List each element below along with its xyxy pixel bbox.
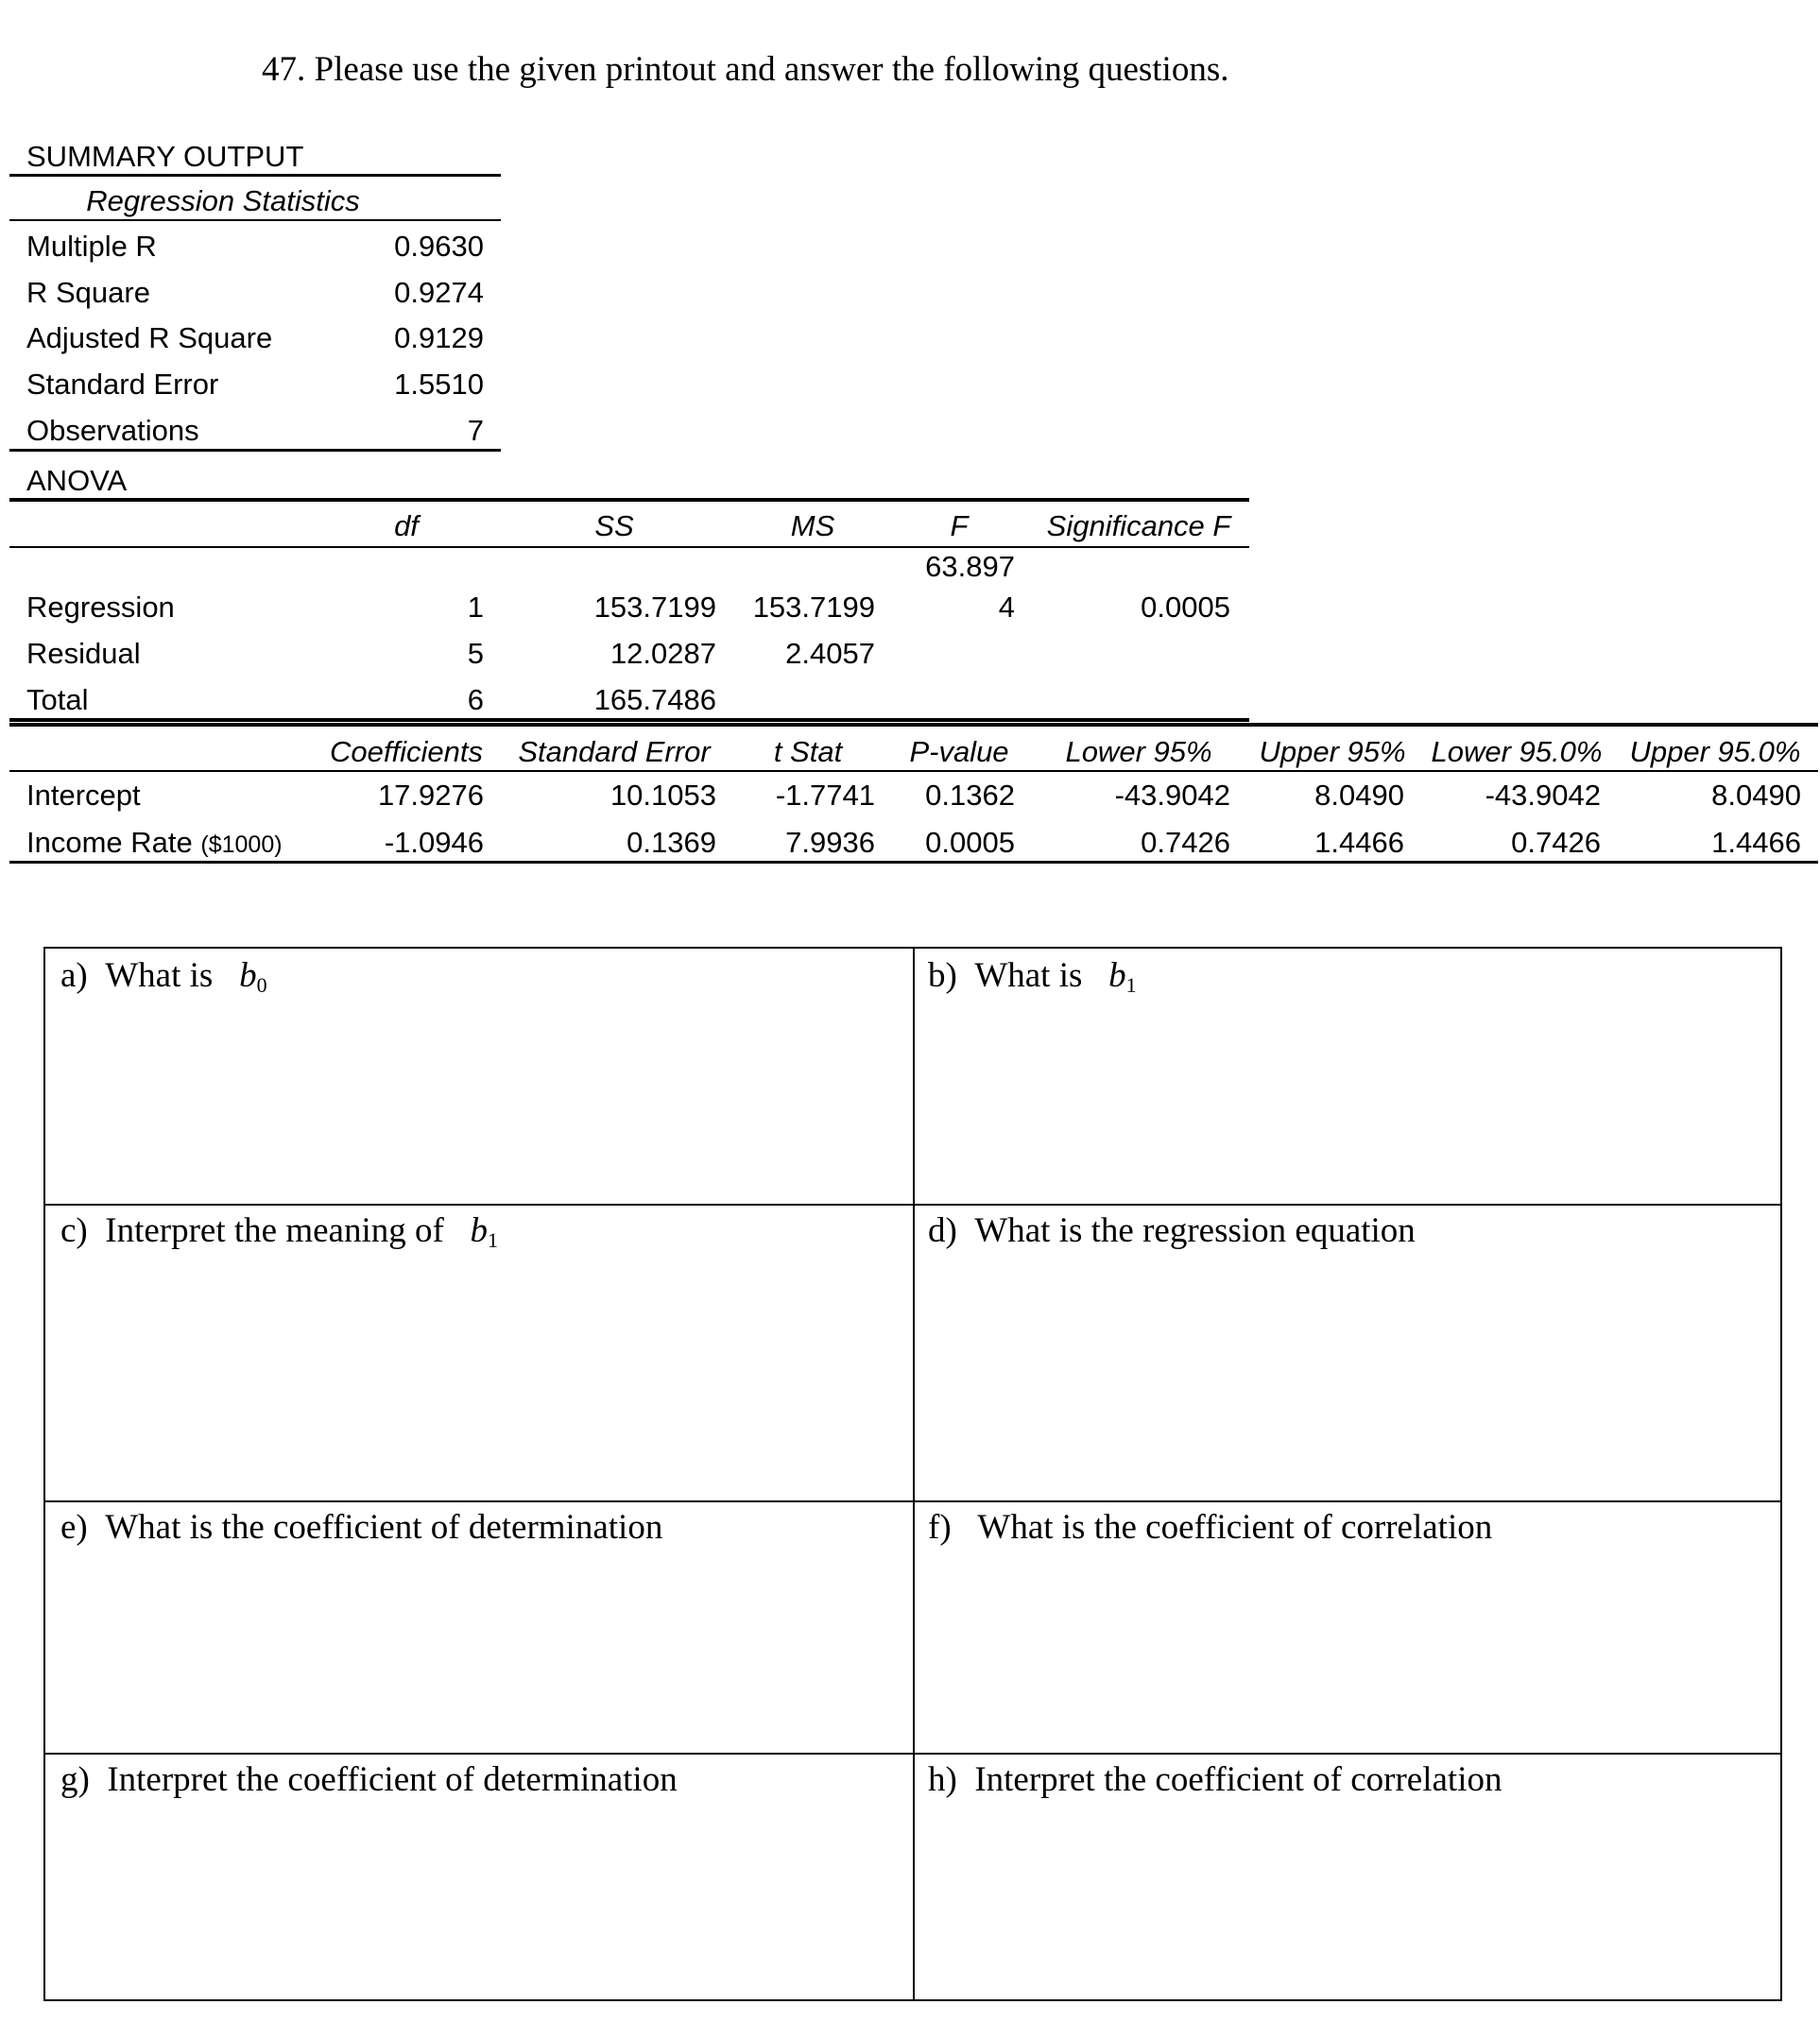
answer-box-c[interactable]	[45, 1206, 913, 1500]
question-heading: 47. Please use the given printout and answer the following questions.	[262, 50, 1229, 89]
coef-value-intercept-standard-error: 10.1053	[610, 779, 716, 812]
stat-label-multiple-r: Multiple R	[26, 230, 157, 263]
coef-rule-header	[9, 770, 1818, 772]
question-d-text: What is the regression equation	[974, 1211, 1416, 1250]
question-c-prefix: c)	[60, 1211, 88, 1250]
coef-label-intercept	[26, 780, 141, 810]
coef-header-upper-95: Upper 95%	[1259, 735, 1406, 768]
coef-value-intercept-p-value: 0.1362	[925, 779, 1015, 812]
anova-label-residual: Residual	[26, 637, 141, 670]
stat-value-adjusted-r-square: 0.9129	[394, 321, 484, 354]
question-d-prefix: d)	[928, 1211, 957, 1250]
coef-label-income-rate	[26, 828, 283, 857]
coef-rule-top	[9, 723, 1818, 727]
anova-header-significance-f: Significance F	[1046, 509, 1231, 542]
answer-box-b[interactable]	[915, 949, 1780, 1204]
stat-label-standard-error: Standard Error	[26, 368, 219, 401]
question-h-text: Interpret the coefficient of correlation	[974, 1760, 1502, 1799]
coef-value-intercept-upper-95: 8.0490	[1314, 779, 1404, 812]
anova-f-value-top: 63.897	[925, 550, 1015, 583]
anova-sigf-regression: 0.0005	[1141, 591, 1230, 624]
question-g	[60, 1762, 678, 1797]
coef-header-upper-95-0: Upper 95.0%	[1629, 735, 1801, 768]
stat-value-observations: 7	[467, 414, 484, 447]
question-c-text: Interpret the meaning of	[105, 1211, 444, 1250]
stat-value-standard-error: 1.5510	[394, 368, 484, 401]
coef-value-income-t-stat: 7.9936	[785, 826, 875, 859]
summary-rule-mid	[9, 219, 501, 221]
coef-header-lower-95: Lower 95%	[1065, 735, 1212, 768]
answer-box-f[interactable]	[915, 1502, 1780, 1753]
coef-label-income-rate-unit: ($1000)	[200, 831, 283, 858]
coef-header-standard-error: Standard Error	[518, 735, 711, 768]
coef-value-income-lower-95-0: 0.7426	[1511, 826, 1601, 859]
question-h	[928, 1762, 1502, 1797]
b1-symbol: $b_1$	[1108, 956, 1137, 997]
coef-header-p-value: P-value	[909, 735, 1009, 768]
answer-grid	[43, 947, 1782, 2001]
regression-statistics-label: Regression Statistics	[86, 184, 360, 217]
b1-symbol: $b_1$	[470, 1211, 499, 1252]
anova-title: ANOVA	[26, 464, 128, 497]
question-f-prefix: f)	[928, 1508, 952, 1547]
coef-value-intercept-upper-95-0: 8.0490	[1711, 779, 1801, 812]
anova-header-df: df	[394, 509, 419, 542]
coef-rule-bottom	[9, 861, 1818, 864]
question-a-text: What is	[105, 956, 214, 995]
stat-label-observations: Observations	[26, 414, 199, 447]
stat-label-adjusted-r-square: Adjusted R Square	[26, 321, 273, 354]
anova-df-residual: 5	[467, 637, 484, 670]
anova-f-value-bottom: 4	[998, 591, 1015, 624]
question-g-text: Interpret the coefficient of determination	[107, 1760, 678, 1799]
anova-df-regression: 1	[467, 591, 484, 624]
coef-value-intercept-lower-95: -43.9042	[1114, 779, 1230, 812]
stat-value-r-square: 0.9274	[394, 276, 484, 309]
summary-rule-bottom	[9, 449, 501, 452]
answer-box-e[interactable]	[45, 1502, 913, 1753]
answer-box-h[interactable]	[915, 1755, 1780, 1999]
anova-ss-total: 165.7486	[593, 683, 716, 716]
stat-value-multiple-r: 0.9630	[394, 230, 484, 263]
question-f	[928, 1510, 1492, 1545]
summary-rule-top	[9, 174, 501, 177]
coef-value-income-standard-error: 0.1369	[627, 826, 716, 859]
question-f-text: What is the coefficient of correlation	[977, 1508, 1493, 1547]
anova-header-f: F	[950, 509, 969, 542]
question-h-prefix: h)	[928, 1760, 957, 1799]
anova-ss-residual: 12.0287	[610, 637, 716, 670]
anova-ss-regression: 153.7199	[593, 591, 716, 624]
question-a-prefix: a)	[60, 956, 88, 995]
question-c	[60, 1213, 498, 1251]
coef-value-intercept-coefficient: 17.9276	[377, 779, 484, 812]
answer-box-a[interactable]	[45, 949, 913, 1204]
coef-label-intercept-text: Intercept	[26, 779, 141, 812]
anova-header-ss: SS	[594, 509, 634, 542]
summary-title: SUMMARY OUTPUT	[26, 140, 304, 173]
question-e-prefix: e)	[60, 1508, 88, 1547]
anova-df-total: 6	[467, 683, 484, 716]
coef-label-income-rate-text: Income Rate	[26, 826, 193, 859]
coef-value-intercept-t-stat: -1.7741	[775, 779, 875, 812]
coef-value-income-lower-95: 0.7426	[1141, 826, 1230, 859]
question-g-prefix: g)	[60, 1760, 90, 1799]
question-b	[928, 958, 1137, 996]
anova-label-total: Total	[26, 683, 89, 716]
question-e	[60, 1510, 662, 1545]
coef-header-t-stat: t Stat	[773, 735, 843, 768]
coef-header-lower-95-0: Lower 95.0%	[1431, 735, 1603, 768]
coef-value-income-upper-95: 1.4466	[1314, 826, 1404, 859]
anova-label-regression: Regression	[26, 591, 175, 624]
coef-value-income-upper-95-0: 1.4466	[1711, 826, 1801, 859]
anova-rule-top	[9, 498, 1249, 502]
question-e-text: What is the coefficient of determination	[105, 1508, 663, 1547]
coef-header-coefficients: Coefficients	[330, 735, 483, 768]
coef-value-intercept-lower-95-0: -43.9042	[1485, 779, 1601, 812]
question-a	[60, 958, 267, 996]
b0-symbol: $b_0$	[239, 956, 267, 997]
anova-rule-header	[9, 546, 1249, 548]
answer-box-g[interactable]	[45, 1755, 913, 1999]
answer-box-d[interactable]	[915, 1206, 1780, 1500]
question-b-prefix: b)	[928, 956, 957, 995]
anova-header-ms: MS	[790, 509, 835, 542]
coef-value-income-p-value: 0.0005	[925, 826, 1015, 859]
question-b-text: What is	[974, 956, 1083, 995]
coef-value-income-coefficient: -1.0946	[384, 826, 484, 859]
question-d	[928, 1213, 1416, 1248]
anova-rule-bottom	[9, 718, 1249, 722]
stat-label-r-square: R Square	[26, 276, 150, 309]
anova-ms-regression: 153.7199	[752, 591, 875, 624]
anova-ms-residual: 2.4057	[785, 637, 875, 670]
